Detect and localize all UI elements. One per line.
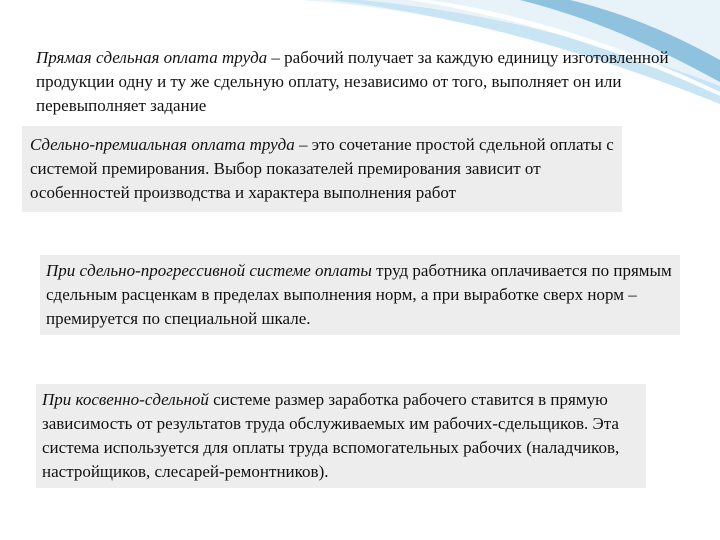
- definition-direct-piecework: [36, 46, 686, 118]
- definition-piecework-bonus: [22, 126, 622, 212]
- term-piecework-progressive: При сдельно-прогрессивной системе оплаты: [46, 261, 372, 280]
- text-piecework-bonus: – это сочетание простой сдельной оплаты с системой премирования. Выбор показателей премирования зависит от особенностей производства и характера выполнения работ: [30, 135, 614, 202]
- term-indirect-piecework: При косвенно-сдельной: [42, 390, 209, 409]
- definition-piecework-progressive: [40, 255, 680, 335]
- term-direct-piecework: Прямая сдельная оплата труда: [36, 48, 268, 67]
- text-piecework-progressive: труд работника оплачивается по прямым сдельным расценкам в пределах выполнения норм, а при выработке сверх норм – премируется по специальной шкале.: [46, 261, 672, 328]
- definition-indirect-piecework: [36, 384, 646, 488]
- term-piecework-bonus: Сдельно-премиальная оплата труда: [30, 135, 295, 154]
- text-direct-piecework: – рабочий получает за каждую единицу изготовленной продукции одну и ту же сдельную оплату, независимо от того, выполняет он или перевыполняет задание: [36, 48, 669, 115]
- text-indirect-piecework: системе размер заработка рабочего ставится в прямую зависимость от результатов труда обслуживаемых им рабочих-сдельщиков. Эта система используется для оплаты труда вспомогательных рабочих (наладчиков, настройщиков, слесарей-ремонтников).: [42, 390, 620, 481]
